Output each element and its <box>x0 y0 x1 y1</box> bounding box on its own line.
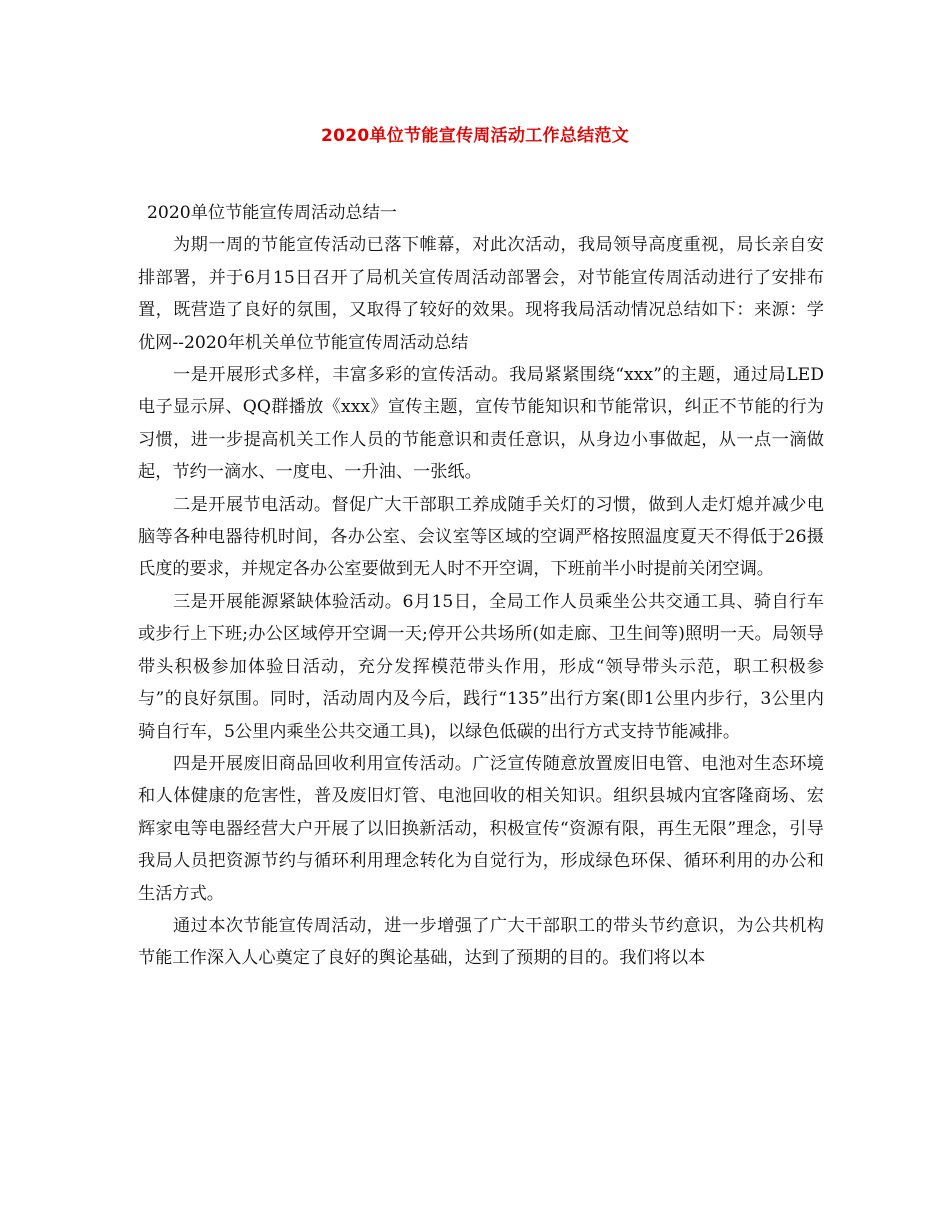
paragraph-recycling: 四是开展废旧商品回收利用宣传活动。广泛宣传随意放置废旧电管、电池对生态环境和人体健康的危害性，普及废旧灯管、电池回收的相关知识。组织县城内宜客隆商场、宏辉家电等电器经营大户开展了以旧换新活动，积极宣传“资源有限，再生无限”理念，引导我局人员把资源节约与循环利用理念转化为自觉行为，形成绿色环保、循环利用的办公和生活方式。 <box>138 753 824 904</box>
document-title: 2020单位节能宣传周活动工作总结范文 <box>320 126 629 146</box>
section-subtitle: 2020单位节能宣传周活动总结一 <box>147 203 397 223</box>
paragraph-conclusion: 通过本次节能宣传周活动，进一步增强了广大干部职工的带头节约意识，为公共机构节能工作深入人心奠定了良好的舆论基础，达到了预期的目的。我们将以本 <box>138 915 824 969</box>
paragraph-electricity: 二是开展节电活动。督促广大干部职工养成随手关灯的习惯，做到人走灯熄并减少电脑等各种电器待机时间，各办公室、会议室等区域的空调严格按照温度夏天不得低于26摄氏度的要求，并规定各办公室要做到无人时不开空调，下班前半小时提前关闭空调。 <box>138 494 824 580</box>
paragraph-publicity: 一是开展形式多样，丰富多彩的宣传活动。我局紧紧围绕“xxx”的主题，通过局LED电子显示屏、QQ群播放《xxx》宣传主题，宣传节能知识和节能常识，纠正不节能的行为习惯，进一步提高机关工作人员的节能意识和责任意识，从身边小事做起，从一点一滴做起，节约一滴水、一度电、一升油、一张纸。 <box>138 365 824 483</box>
paragraph-energy-shortage: 三是开展能源紧缺体验活动。6月15日，全局工作人员乘坐公共交通工具、骑自行车或步行上下班;办公区域停开空调一天;停开公共场所(如走廊、卫生间等)照明一天。局领导带头积极参加体验日活动，充分发挥模范带头作用，形成“领导带头示范，职工积极参与”的良好氛围。同时，活动周内及今后，践行“135”出行方案(即1公里内步行，3公里内骑自行车，5公里内乘坐公共交通工具)，以绿色低碳的出行方式支持节能减排。 <box>138 591 824 742</box>
document-body <box>138 197 824 975</box>
paragraph-intro: 为期一周的节能宣传活动已落下帷幕，对此次活动，我局领导高度重视，局长亲自安排部署，并于6月15日召开了局机关宣传周活动部署会，对节能宣传周活动进行了安排布置，既营造了良好的氛围，又取得了较好的效果。现将我局活动情况总结如下：来源：学优网--2020年机关单位节能宣传周活动总结 <box>138 235 824 353</box>
